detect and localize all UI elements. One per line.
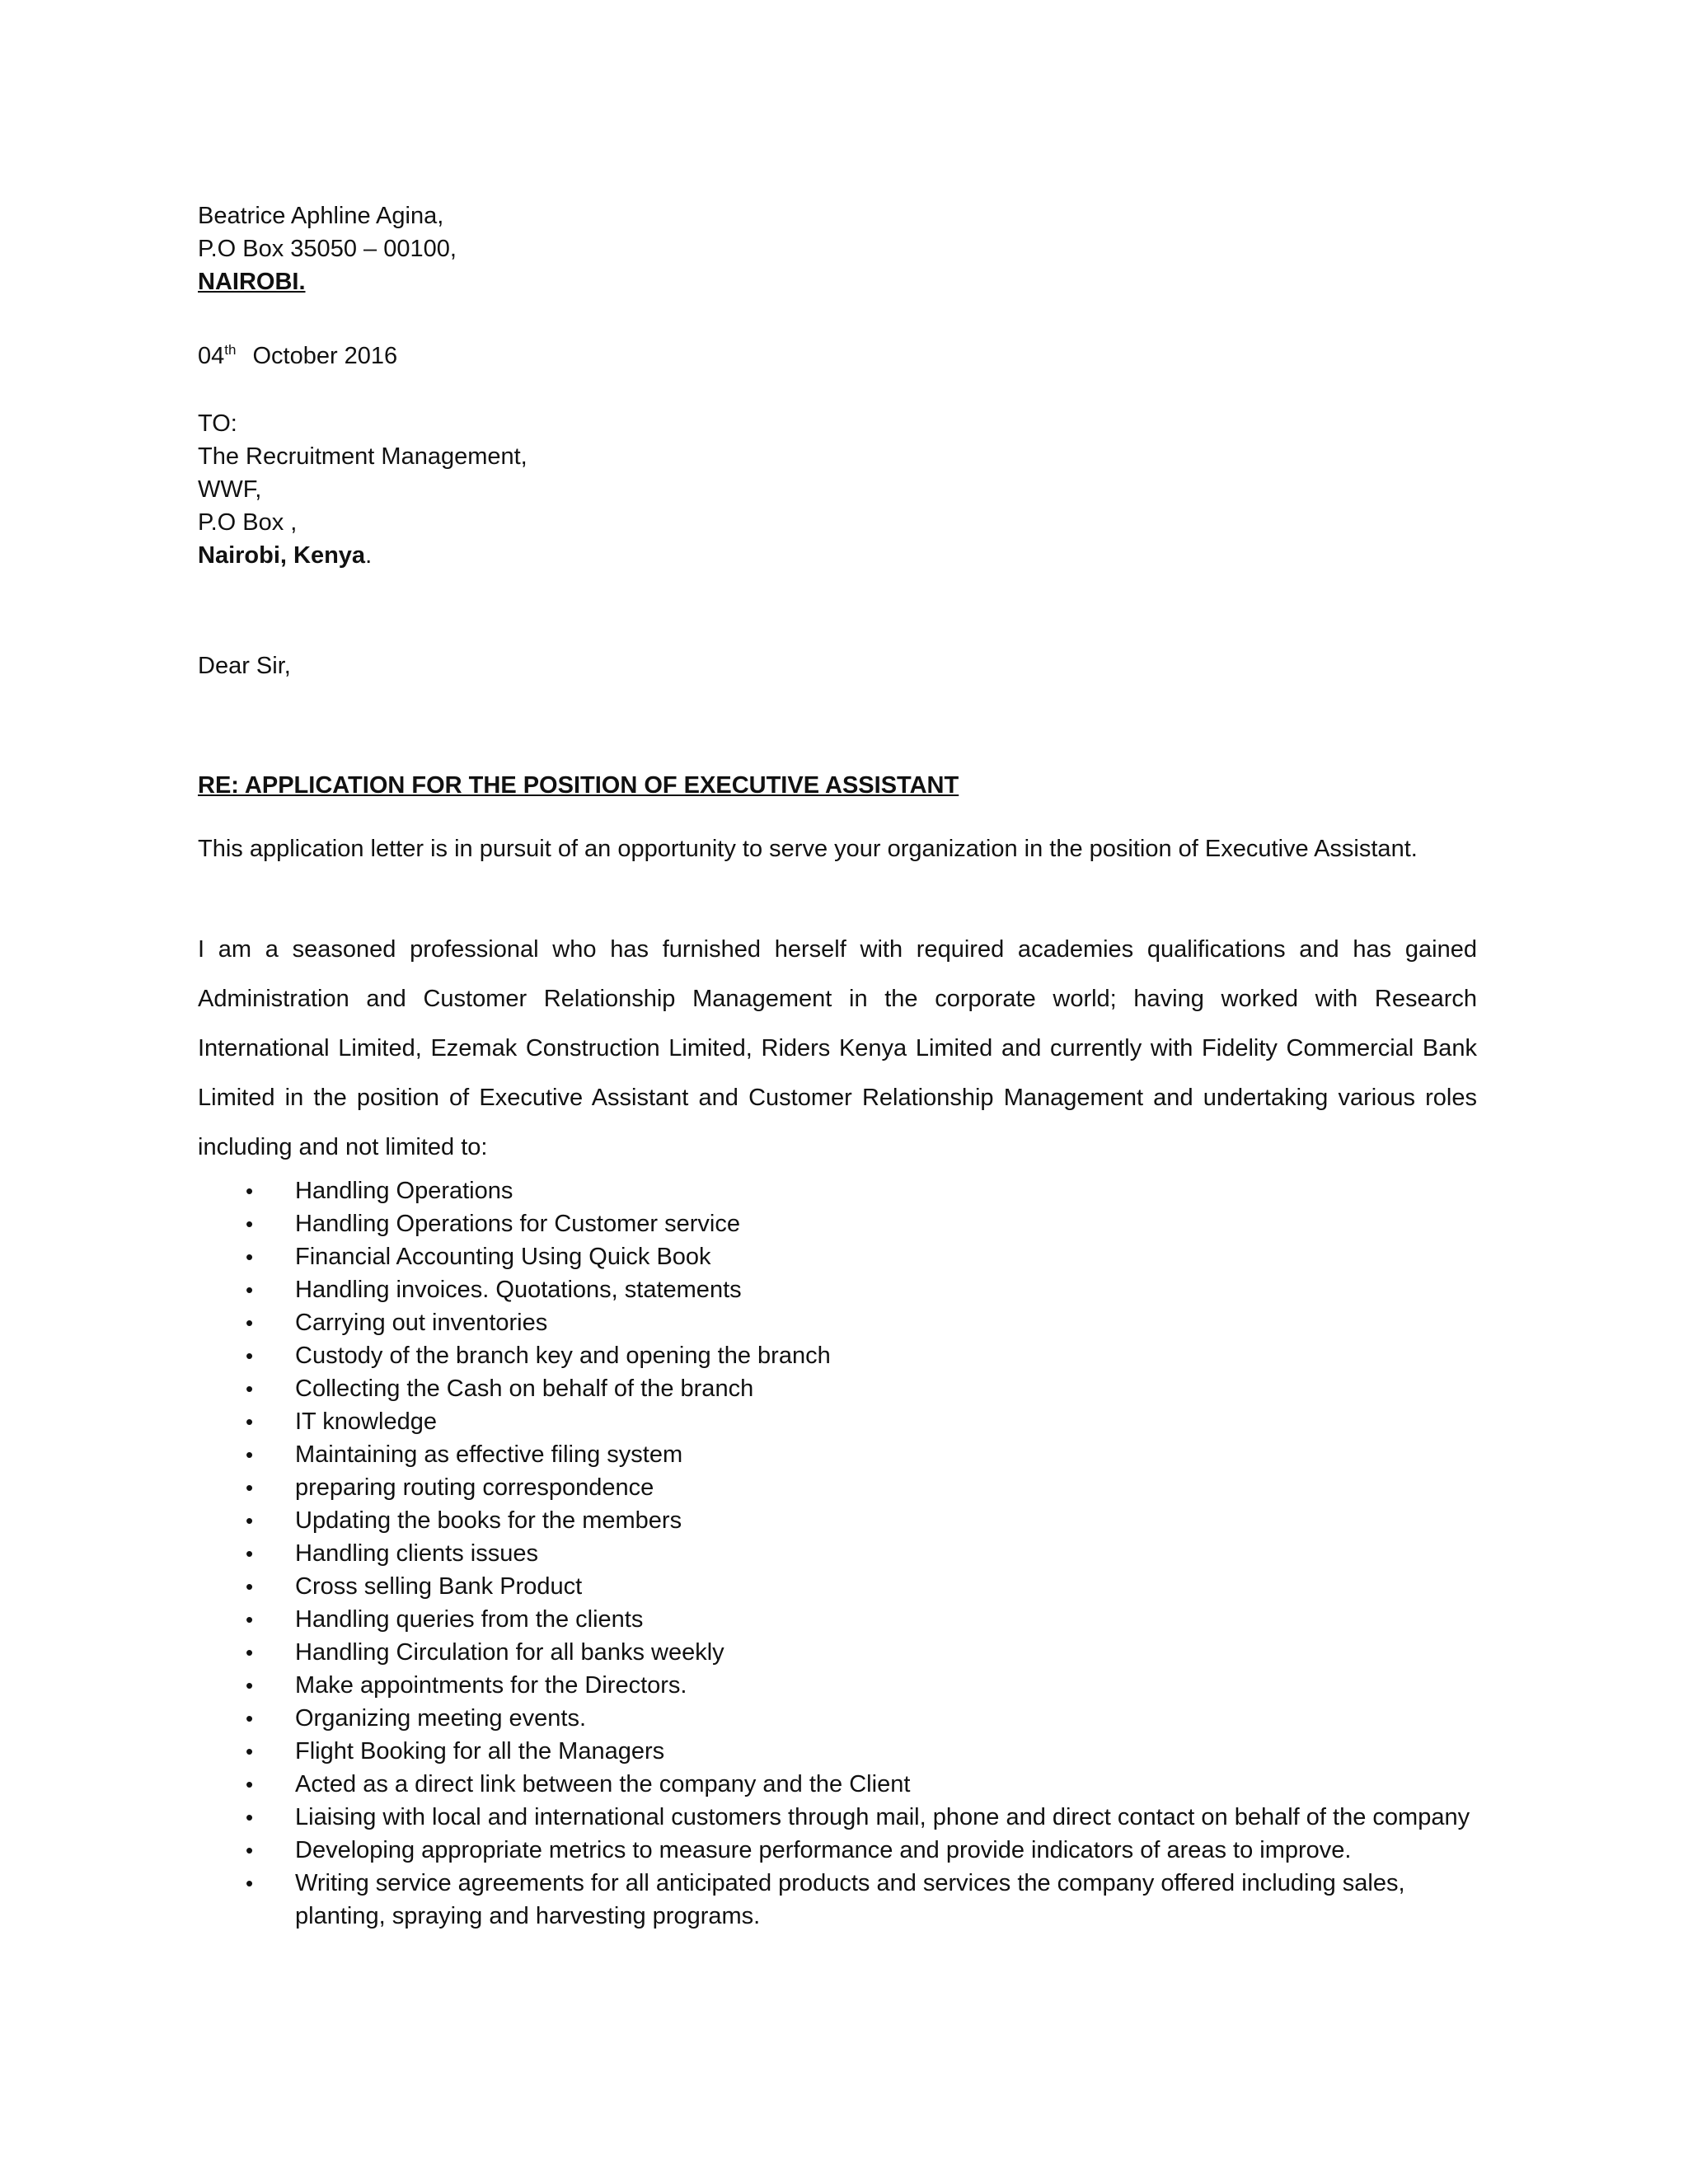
duty-item [198, 1339, 1484, 1372]
bullet-icon: • [246, 1244, 254, 1269]
sender-address [198, 199, 457, 298]
bullet-icon: • [246, 1475, 254, 1500]
duty-item [198, 1306, 1484, 1339]
letter-date [198, 340, 397, 373]
recipient-line2: WWF, [198, 476, 262, 503]
date-month-year: October 2016 [252, 343, 398, 369]
duty-item [198, 1240, 1484, 1273]
bullet-icon: • [246, 1607, 254, 1632]
duties-list [198, 1174, 1484, 1933]
duty-text: Updating the books for the members [295, 1507, 682, 1534]
duty-item [198, 1570, 1484, 1603]
duty-text: Handling Operations [295, 1178, 513, 1204]
bullet-icon: • [246, 1212, 254, 1236]
duty-text: Maintaining as effective filing system [295, 1441, 683, 1468]
bullet-icon: • [246, 1574, 254, 1599]
bullet-icon: • [246, 1409, 254, 1434]
duty-item [198, 1801, 1484, 1834]
bullet-icon: • [246, 1310, 254, 1335]
recipient-city-punct: . [365, 542, 373, 569]
bullet-icon: • [246, 1343, 254, 1368]
bullet-icon: • [246, 1772, 254, 1797]
duty-item [198, 1438, 1484, 1471]
duty-text: Handling queries from the clients [295, 1606, 644, 1633]
duty-text: Handling Operations for Customer service [295, 1211, 740, 1237]
duty-item [198, 1273, 1484, 1306]
bullet-icon: • [246, 1838, 254, 1863]
duty-text: Handling clients issues [295, 1540, 538, 1567]
duty-text: Handling invoices. Quotations, statements [295, 1277, 742, 1303]
duty-item [198, 1372, 1484, 1405]
bullet-icon: • [246, 1640, 254, 1665]
duty-item [198, 1867, 1484, 1933]
bullet-icon: • [246, 1541, 254, 1566]
sender-name: Beatrice Aphline Agina, [198, 203, 444, 229]
duty-text: Custody of the branch key and opening the branch [295, 1343, 831, 1369]
duty-item [198, 1669, 1484, 1702]
bullet-icon: • [246, 1277, 254, 1302]
duty-item [198, 1537, 1484, 1570]
sender-city: NAIROBI. [198, 269, 306, 295]
bullet-icon: • [246, 1508, 254, 1533]
bullet-icon: • [246, 1376, 254, 1401]
duty-text: IT knowledge [295, 1408, 437, 1435]
duty-item [198, 1405, 1484, 1438]
duty-text: Financial Accounting Using Quick Book [295, 1244, 711, 1270]
duty-text: Make appointments for the Directors. [295, 1672, 687, 1699]
date-day: 04 [198, 343, 225, 369]
intro-paragraph: This application letter is in pursuit of an opportunity to serve your organization in the position of Executive Assistant. [198, 836, 1418, 862]
duty-item [198, 1471, 1484, 1504]
duty-item [198, 1702, 1484, 1735]
subject-line: RE: APPLICATION FOR THE POSITION OF EXECUTIVE ASSISTANT [198, 772, 959, 799]
bullet-icon: • [246, 1706, 254, 1731]
bullet-icon: • [246, 1179, 254, 1203]
duty-text: Liaising with local and international customers through mail, phone and direct contact on behalf of the company [295, 1804, 1470, 1830]
duty-item [198, 1735, 1484, 1768]
duty-text: preparing routing correspondence [295, 1474, 654, 1501]
duty-item [198, 1834, 1484, 1867]
date-suffix: th [224, 342, 237, 359]
duty-item [198, 1207, 1484, 1240]
duty-text: Handling Circulation for all banks weekly [295, 1639, 724, 1666]
duty-text: Acted as a direct link between the company and the Client [295, 1771, 911, 1797]
body-paragraph: I am a seasoned professional who has furnished herself with required academies qualifications and has gained Administration and Customer Relationship Management in the corporate world; having worked with Research International Limited, Ezemak Construction Limited, Riders Kenya Limited and currently with Fidelity Commercial Bank Limited in the position of Executive Assistant and Customer Relationship Management and undertaking various roles including and not limited to: [198, 936, 1477, 1160]
bullet-icon: • [246, 1805, 254, 1830]
duty-text: Carrying out inventories [295, 1310, 548, 1336]
recipient-line3: P.O Box , [198, 509, 298, 536]
duty-text: Developing appropriate metrics to measure performance and provide indicators of areas to improve. [295, 1837, 1352, 1863]
duty-item [198, 1504, 1484, 1537]
duty-item [198, 1636, 1484, 1669]
duty-text: Writing service agreements for all anticipated products and services the company offered including sales, planting, spraying and harvesting programs. [295, 1870, 1405, 1929]
bullet-icon: • [246, 1673, 254, 1698]
sender-po-box: P.O Box 35050 – 00100, [198, 236, 457, 262]
duty-text: Cross selling Bank Product [295, 1573, 583, 1600]
recipient-city: Nairobi, Kenya [198, 542, 366, 569]
recipient-city-line [198, 539, 528, 572]
bullet-icon: • [246, 1871, 254, 1896]
duty-item [198, 1174, 1484, 1207]
recipient-address [198, 407, 528, 572]
bullet-icon: • [246, 1739, 254, 1764]
salutation: Dear Sir, [198, 653, 291, 679]
bullet-icon: • [246, 1442, 254, 1467]
duty-item [198, 1768, 1484, 1801]
duty-text: Organizing meeting events. [295, 1705, 587, 1732]
duty-item [198, 1603, 1484, 1636]
duty-text: Collecting the Cash on behalf of the branch [295, 1376, 754, 1402]
recipient-to: TO: [198, 410, 237, 437]
recipient-line1: The Recruitment Management, [198, 443, 528, 470]
duty-text: Flight Booking for all the Managers [295, 1738, 665, 1765]
